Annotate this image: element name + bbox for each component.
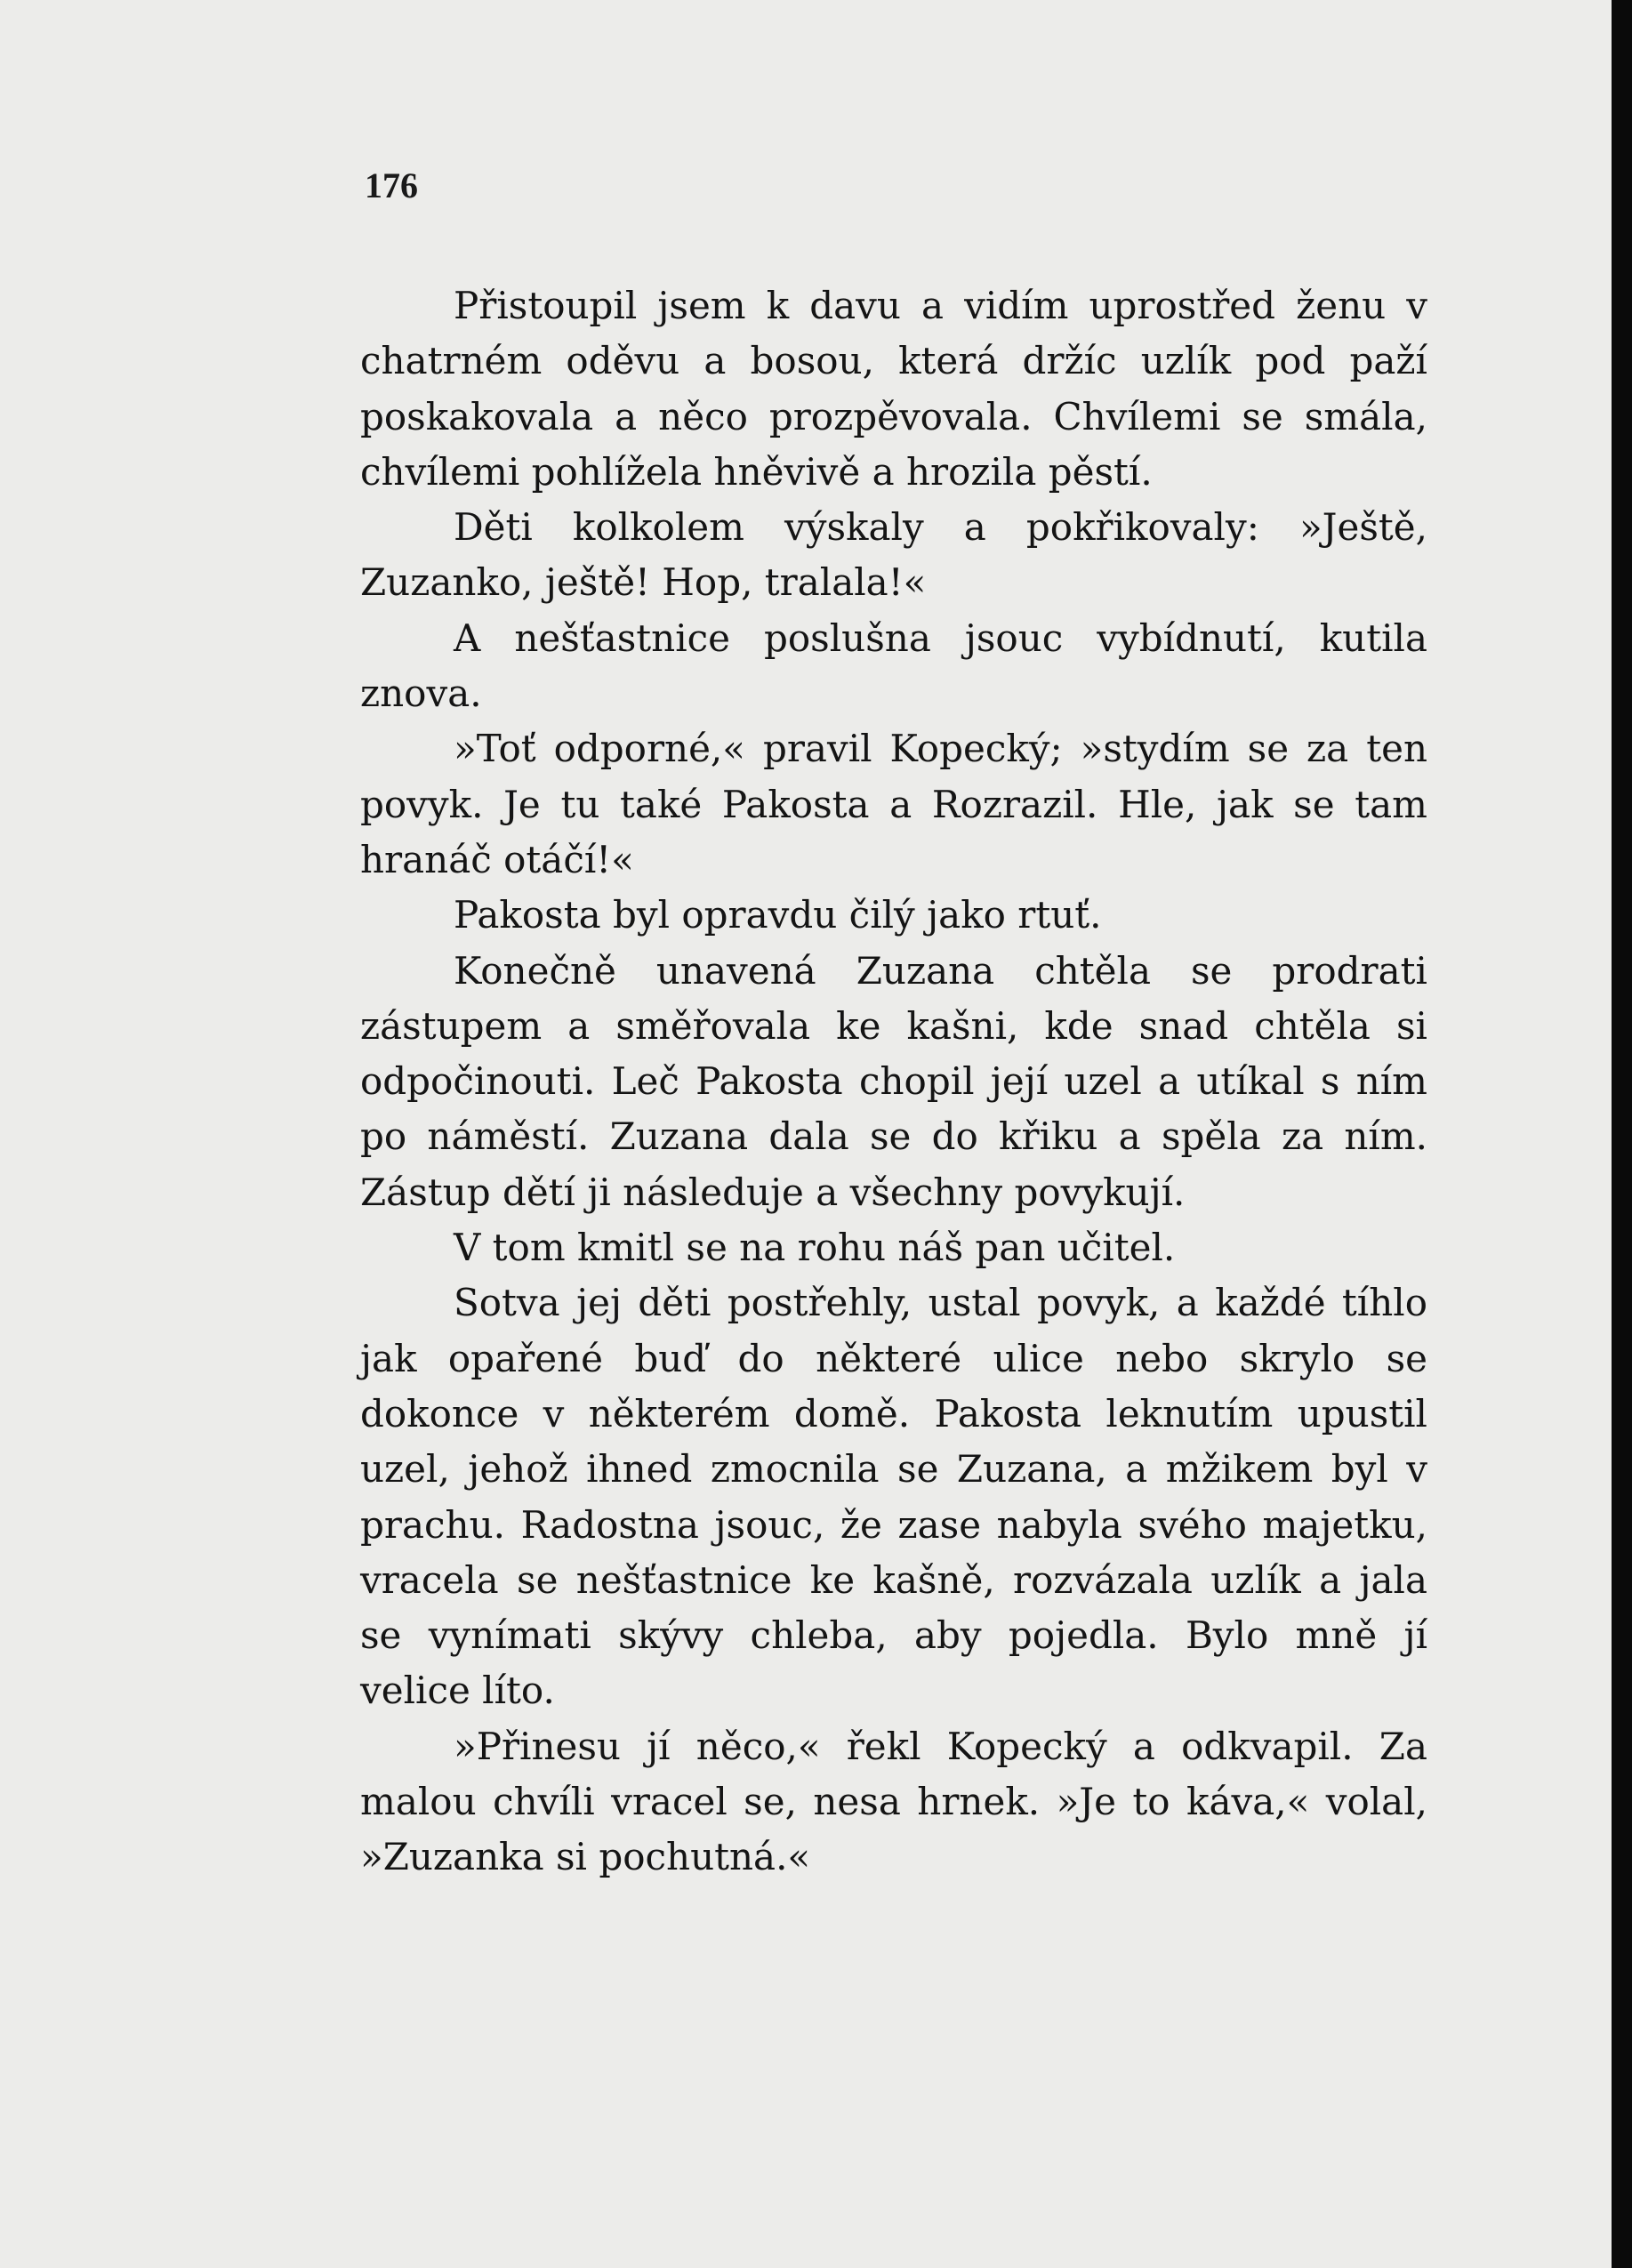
paragraph-8: Sotva jej děti postřehly, ustal povyk, a každé tíhlo jak opařené buď do některé ulice nebo skrylo se dokonce v některém domě. Pakosta leknutím upustil uzel, jehož ihned zmocnila se Zuzana, a mžikem byl v prachu. Radostna jsouc, že zase nabyla svého majetku, vracela se nešťastnice ke kašně, rozvázala uzlík a jala se vynímati skývy chleba, aby pojedla. Bylo mně jí velice líto. xyxy=(360,1281,1427,1713)
paragraph-5: Pakosta byl opravdu čilý jako rtuť. xyxy=(454,893,1102,937)
page-number: 176 xyxy=(365,165,418,205)
body-text xyxy=(360,278,1427,1886)
paragraph-2: Děti kolkolem výskaly a pokřikovaly: »Ještě, Zuzanko, ještě! Hop, tralala!« xyxy=(360,505,1427,605)
paragraph-4: »Toť odporné,« pravil Kopecký; »stydím se za ten povyk. Je tu také Pakosta a Rozrazil. Hle, jak se tam hranáč otáčí!« xyxy=(360,727,1427,881)
paragraph-7: V tom kmitl se na rohu náš pan učitel. xyxy=(454,1226,1176,1270)
scan-edge-shadow xyxy=(1612,0,1632,2268)
paragraph-3: A nešťastnice poslušna jsouc vybídnutí, kutila znova. xyxy=(360,615,1427,716)
paragraph-9: »Přinesu jí něco,« řekl Kopecký a odkvapil. Za malou chvíli vracel se, nesa hrnek. »Je to káva,« volal, »Zuzanka si pochutná.« xyxy=(360,1724,1427,1879)
paragraph-6: Konečně unavená Zuzana chtěla se prodrati zástupem a směřovala ke kašni, kde snad chtěla si odpočinouti. Leč Pakosta chopil její uzel a utíkal s ním po náměstí. Zuzana dala se do křiku a spěla za ním. Zástup dětí ji následuje a všechny povykují. xyxy=(360,948,1427,1214)
paragraph-1: Přistoupil jsem k davu a vidím uprostřed ženu v chatrném oděvu a bosou, která držíc uzlík pod paží poskakovala a něco prozpěvovala. Chvílemi se smála, chvílemi pohlížela hněvivě a hrozila pěstí. xyxy=(360,284,1427,494)
